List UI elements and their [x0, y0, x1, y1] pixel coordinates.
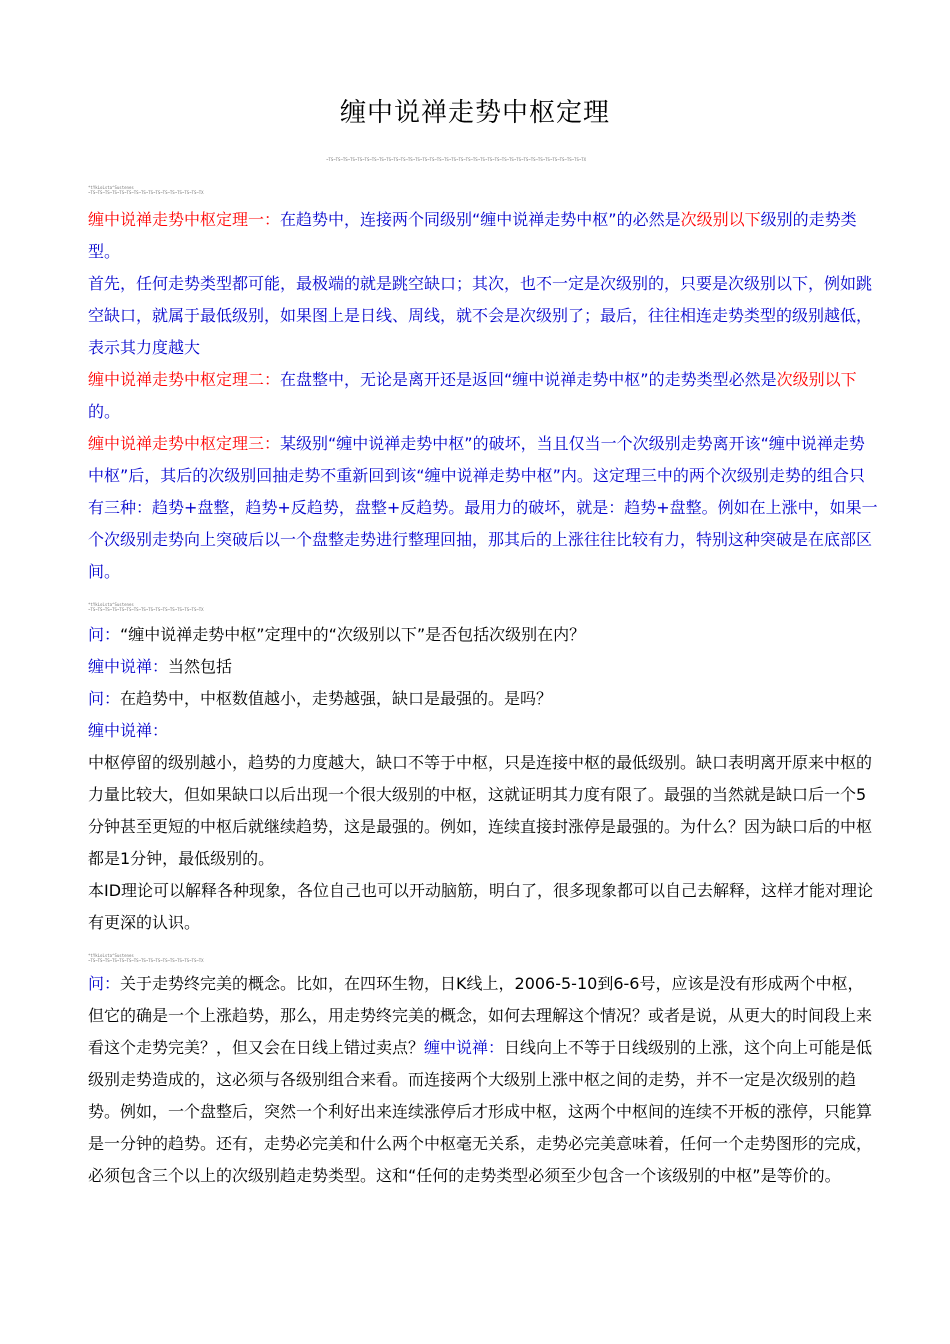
- answer-text: 日线向上不等于日线级别的上涨，这个向上可能是低级别走势造成的，这必须与各级别组合来看。而连接两个大级别上涨中枢之间的走势，并不一定是次级别的趋势。例如，一个盘整后，突然一个利好出来连续涨停后才形成中枢，这两个中枢间的连续不开板的涨停，只能算是一分钟的趋势。还有，走势必完美和什么两个中枢毫无关系，走势必完美意味着，任何一个走势图形的完成，必须包含三个以上的次级别趋走势类型。这和“任何的走势类型必须至少包含一个该级别的中枢”是等价的。: [88, 1038, 873, 1185]
- theorem-3: [88, 428, 878, 588]
- question-text: 在趋势中，中枢数值越小，走势越强，缺口是最强的。是吗？: [120, 689, 553, 708]
- theorem-2-highlight: 次级别以下: [776, 370, 857, 389]
- answer-label: 缠中说禅：: [88, 721, 169, 740]
- section-marker: [88, 602, 248, 612]
- marker-line: ~TS~TS~TS~TS~TS~TS~TS~TS~TS~TS~TS~TS~TS~TS~TS~TX: [88, 607, 204, 612]
- answer-text: 当然包括: [168, 657, 233, 676]
- question-label: 问：: [88, 689, 121, 708]
- separator-line: ~TS~TS~TS~TS~TS~TS~TS~TS~TS~TS~TS~TS~TS~TS~TS~TS~TS~TS~TS~TS~TS~TS~TS~TS~TS~TS~TS~TS~TS~TS~TS~TS~TS~TS~TS~TX: [326, 157, 587, 162]
- question-2: [88, 683, 878, 715]
- qa-section-2: [88, 968, 878, 1192]
- question-text: “缠中说禅走势中枢”定理中的“次级别以下”是否包括次级别在内？: [120, 625, 586, 644]
- page-title: 缠中说禅走势中枢定理: [339, 98, 610, 128]
- theorem-1-explanation: 首先，任何走势类型都可能，最极端的就是跳空缺口；其次，也不一定是次级别的，只要是次级别以下，例如跳空缺口，就属于最低级别，如果图上是日线、周线，就不会是次级别了；最后，往往相连走势类型的级别越低，表示其力度越大: [88, 274, 873, 357]
- theorem-1: [88, 204, 878, 268]
- theorem-1-highlight: 次级别以下: [680, 210, 761, 229]
- theorem-2-text-b: 的。: [88, 402, 121, 421]
- marker-line: ~TS~TS~TS~TS~TS~TS~TS~TS~TS~TS~TS~TS~TS~TS~TS~TX: [88, 190, 204, 195]
- section-marker: [88, 953, 248, 963]
- theorem-3-label: 缠中说禅走势中枢定理三：: [88, 434, 281, 453]
- question-1: [88, 619, 878, 651]
- theorem-1-text-a: 在趋势中，连接两个同级别“缠中说禅走势中枢”的必然是: [280, 210, 681, 229]
- theorem-1-label: 缠中说禅走势中枢定理一：: [88, 210, 281, 229]
- theorem-2: [88, 364, 878, 428]
- marker-line: ~TS~TS~TS~TS~TS~TS~TS~TS~TS~TS~TS~TS~TS~TS~TS~TX: [88, 958, 204, 963]
- marker-caption: *tYkLoLsta^Sustenes: [88, 602, 134, 607]
- question-text: 关于走势终完美的概念。比如，在四环生物，日K线上，2006-5-10到6-6号，应该是没有形成两个中枢，但它的确是一个上涨趋势，那么，用走势终完美的概念，如何去理解这个情况？或者是说，从更大的时间段上来看这个走势完美？，但又会在日线上错过卖点？: [88, 974, 873, 1057]
- theorem-2-label: 缠中说禅走势中枢定理二：: [88, 370, 281, 389]
- question-label: 问：: [88, 625, 121, 644]
- theorem-1-text-b: 级别的走势类型。: [88, 210, 857, 261]
- theorems-section: [88, 204, 878, 588]
- answer-label: 缠中说禅：: [424, 1038, 505, 1057]
- answer-text: 中枢停留的级别越小，趋势的力度越大，缺口不等于中枢，只是连接中枢的最低级别。缺口表明离开原来中枢的力量比较大，但如果缺口以后出现一个很大级别的中枢，这就证明其力度有限了。最强的当然就是缺口后一个5分钟甚至更短的中枢后就继续趋势，这是最强的。例如，连续直接封涨停是最强的。为什么？因为缺口后的中枢都是1分钟，最低级别的。: [88, 753, 873, 868]
- marker-caption: *tYkLoLsta^Sustenes: [88, 185, 134, 190]
- answer-1: [88, 651, 878, 683]
- qa-section-1: [88, 619, 878, 939]
- question-label: 问：: [88, 974, 121, 993]
- theorem-3-text: 某级别“缠中说禅走势中枢”的破坏，当且仅当一个次级别走势离开该“缠中说禅走势中枢”后，其后的次级别回抽走势不重新回到该“缠中说禅走势中枢”内。这定理三中的两个次级别走势的组合只有三种：趋势+盘整，趋势+反趋势，盘整+反趋势。最用力的破坏，就是：趋势+盘整。例如在上涨中，如果一个次级别走势向上突破后以一个盘整走势进行整理回抽，那其后的上涨往往比较有力，特别这种突破是在底部区间。: [88, 434, 878, 581]
- marker-caption: *tYkLoLsta^Sustenes: [88, 953, 134, 958]
- question-3: [88, 968, 878, 1192]
- section-marker: [88, 185, 248, 195]
- answer-label: 缠中说禅：: [88, 657, 169, 676]
- author-note: 本ID理论可以解释各种现象，各位自己也可以开动脑筋，明白了，很多现象都可以自己去解释，这样才能对理论有更深的认识。: [88, 881, 874, 932]
- theorem-2-text-a: 在盘整中，无论是离开还是返回“缠中说禅走势中枢”的走势类型必然是: [280, 370, 777, 389]
